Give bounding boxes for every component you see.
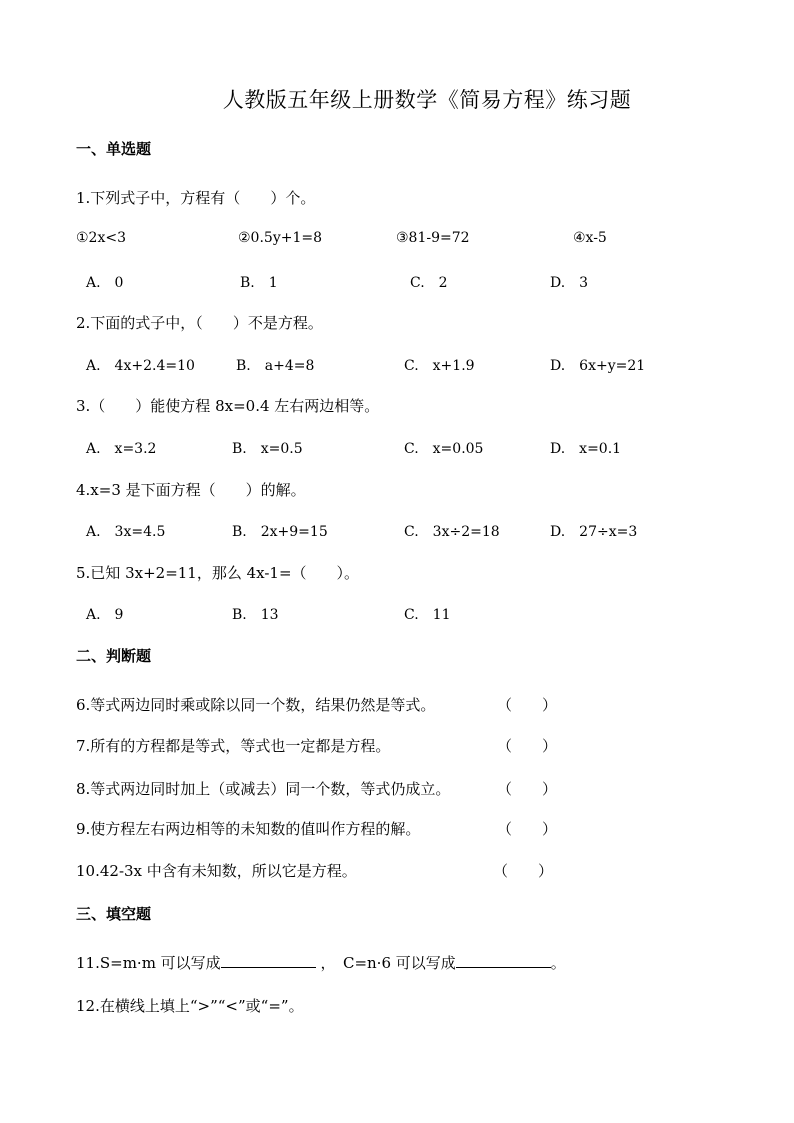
question-1: 1.下列式子中，方程有（ ）个。 — [76, 189, 316, 207]
q11-part-1: 11.S=m·m 可以写成 — [76, 954, 221, 972]
q3-option-b: B. x=0.5 — [232, 441, 303, 457]
q1-item-4: ④x-5 — [573, 230, 607, 246]
q1-option-c: C. 2 — [410, 275, 448, 291]
question-12: 12.在横线上填上“>”“<”或“=”。 — [76, 997, 304, 1015]
q1-option-a: A. 0 — [86, 275, 124, 291]
q2-option-d: D. 6x+y=21 — [550, 358, 646, 374]
question-10: 10.42-3x 中含有未知数，所以它是方程。 — [76, 862, 357, 880]
section-heading-fill-in: 三、填空题 — [76, 905, 152, 923]
q4-option-b: B. 2x+9=15 — [232, 524, 328, 540]
q3-option-d: D. x=0.1 — [550, 441, 622, 457]
question-6: 6.等式两边同时乘或除以同一个数，结果仍然是等式。 — [76, 696, 436, 714]
question-7: 7.所有的方程都是等式，等式也一定都是方程。 — [76, 737, 391, 755]
q4-option-d: D. 27÷x=3 — [550, 524, 638, 540]
q4-option-c: C. 3x÷2=18 — [404, 524, 500, 540]
q3-option-c: C. x=0.05 — [404, 441, 484, 457]
q5-option-c: C. 11 — [404, 607, 451, 623]
question-11 — [76, 952, 566, 973]
q11-part-3: 。 — [550, 954, 566, 972]
q1-item-3: ③81-9=72 — [396, 230, 470, 246]
section-heading-single-choice: 一、单选题 — [76, 140, 152, 158]
q2-option-c: C. x+1.9 — [404, 358, 475, 374]
page-title: 人教版五年级上册数学《简易方程》练习题 — [222, 88, 632, 112]
q5-option-a: A. 9 — [86, 607, 124, 623]
q3-option-a: A. x=3.2 — [86, 441, 157, 457]
q9-answer-paren[interactable]: （ ） — [497, 820, 558, 838]
q11-blank-2[interactable] — [456, 953, 551, 968]
q8-answer-paren[interactable]: （ ） — [497, 780, 558, 798]
question-9: 9.使方程左右两边相等的未知数的值叫作方程的解。 — [76, 820, 421, 838]
q1-option-d: D. 3 — [550, 275, 589, 291]
section-heading-true-false: 二、判断题 — [76, 647, 152, 665]
q1-option-b: B. 1 — [240, 275, 278, 291]
q2-option-b: B. a+4=8 — [236, 358, 315, 374]
q7-answer-paren[interactable]: （ ） — [497, 737, 558, 755]
q4-option-a: A. 3x=4.5 — [86, 524, 166, 540]
q1-item-1: ①2x<3 — [76, 230, 126, 246]
question-4: 4.x=3 是下面方程（ ）的解。 — [76, 481, 306, 499]
q2-option-a: A. 4x+2.4=10 — [86, 358, 195, 374]
question-5: 5.已知 3x+2=11，那么 4x-1=（ ）。 — [76, 564, 360, 582]
q5-option-b: B. 13 — [232, 607, 279, 623]
q11-blank-1[interactable] — [221, 953, 316, 968]
q10-answer-paren[interactable]: （ ） — [493, 862, 554, 880]
question-3: 3.（ ）能使方程 8x=0.4 左右两边相等。 — [76, 397, 380, 415]
q1-item-2: ②0.5y+1=8 — [238, 230, 322, 246]
question-8: 8.等式两边同时加上（或减去）同一个数，等式仍成立。 — [76, 780, 451, 798]
question-2: 2.下面的式子中，（ ）不是方程。 — [76, 314, 323, 332]
q11-part-2: ， C=n·6 可以写成 — [320, 954, 456, 972]
q6-answer-paren[interactable]: （ ） — [497, 696, 558, 714]
